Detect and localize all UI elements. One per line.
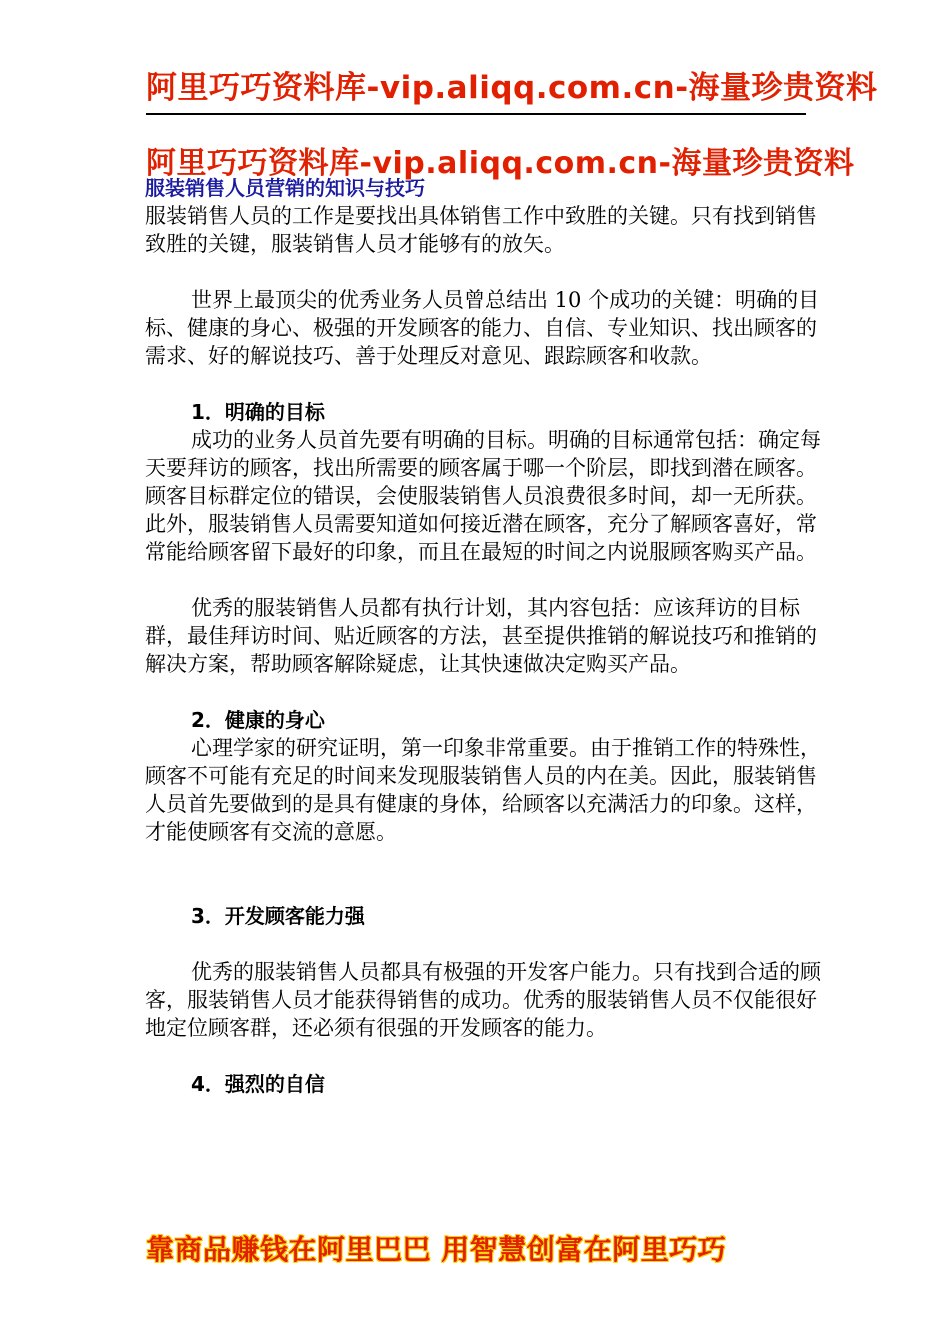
article-body: [145, 174, 825, 1098]
bottom-banner: 靠商品赚钱在阿里巴巴 用智慧创富在阿里巧巧: [146, 1233, 727, 1266]
section1-paragraph1: 成功的业务人员首先要有明确的目标。明确的目标通常包括：确定每天要拜访的顾客，找出所需要的顾客属于哪一个阶层，即找到潜在顾客。顾客目标群定位的错误，会使服装销售人员浪费很多时间，却一无所获。此外，服装销售人员需要知道如何接近潜在顾客，充分了解顾客喜好，常常能给顾客留下最好的印象，而且在最短的时间之内说服顾客购买产品。: [145, 428, 821, 564]
section2-paragraph1: 心理学家的研究证明，第一印象非常重要。由于推销工作的特殊性，顾客不可能有充足的时间来发现服装销售人员的内在美。因此，服装销售人员首先要做到的是具有健康的身体，给顾客以充满活力的印象。这样，才能使顾客有交流的意愿。: [145, 736, 821, 844]
keys-paragraph: 世界上最顶尖的优秀业务人员曾总结出 10 个成功的关键：明确的目标、健康的身心、极强的开发顾客的能力、自信、专业知识、找出顾客的需求、好的解说技巧、善于处理反对意见、跟踪顾客和收款。: [145, 288, 820, 368]
section4-heading: 4．强烈的自信: [191, 1072, 325, 1096]
section3-paragraph1: 优秀的服装销售人员都具有极强的开发客户能力。只有找到合适的顾客，服装销售人员才能获得销售的成功。优秀的服装销售人员不仅能很好地定位顾客群，还必须有很强的开发顾客的能力。: [145, 960, 821, 1040]
section1-heading: 1．明确的目标: [191, 400, 325, 424]
section3-heading: 3．开发顾客能力强: [191, 904, 365, 928]
top-banner: 阿里巧巧资料库-vip.aliqq.com.cn-海量珍贵资料: [146, 62, 806, 115]
intro-paragraph: 服装销售人员的工作是要找出具体销售工作中致胜的关键。只有找到销售致胜的关键，服装销售人员才能够有的放矢。: [145, 204, 817, 256]
section2-heading: 2．健康的身心: [191, 708, 325, 732]
article-title: 服装销售人员营销的知识与技巧: [145, 176, 425, 200]
section1-paragraph2: 优秀的服装销售人员都有执行计划，其内容包括：应该拜访的目标群，最佳拜访时间、贴近顾客的方法，甚至提供推销的解说技巧和推销的解决方案，帮助顾客解除疑虑，让其快速做决定购买产品。: [145, 596, 817, 676]
second-banner: 阿里巧巧资料库-vip.aliqq.com.cn-海量珍贵资料: [146, 146, 855, 181]
